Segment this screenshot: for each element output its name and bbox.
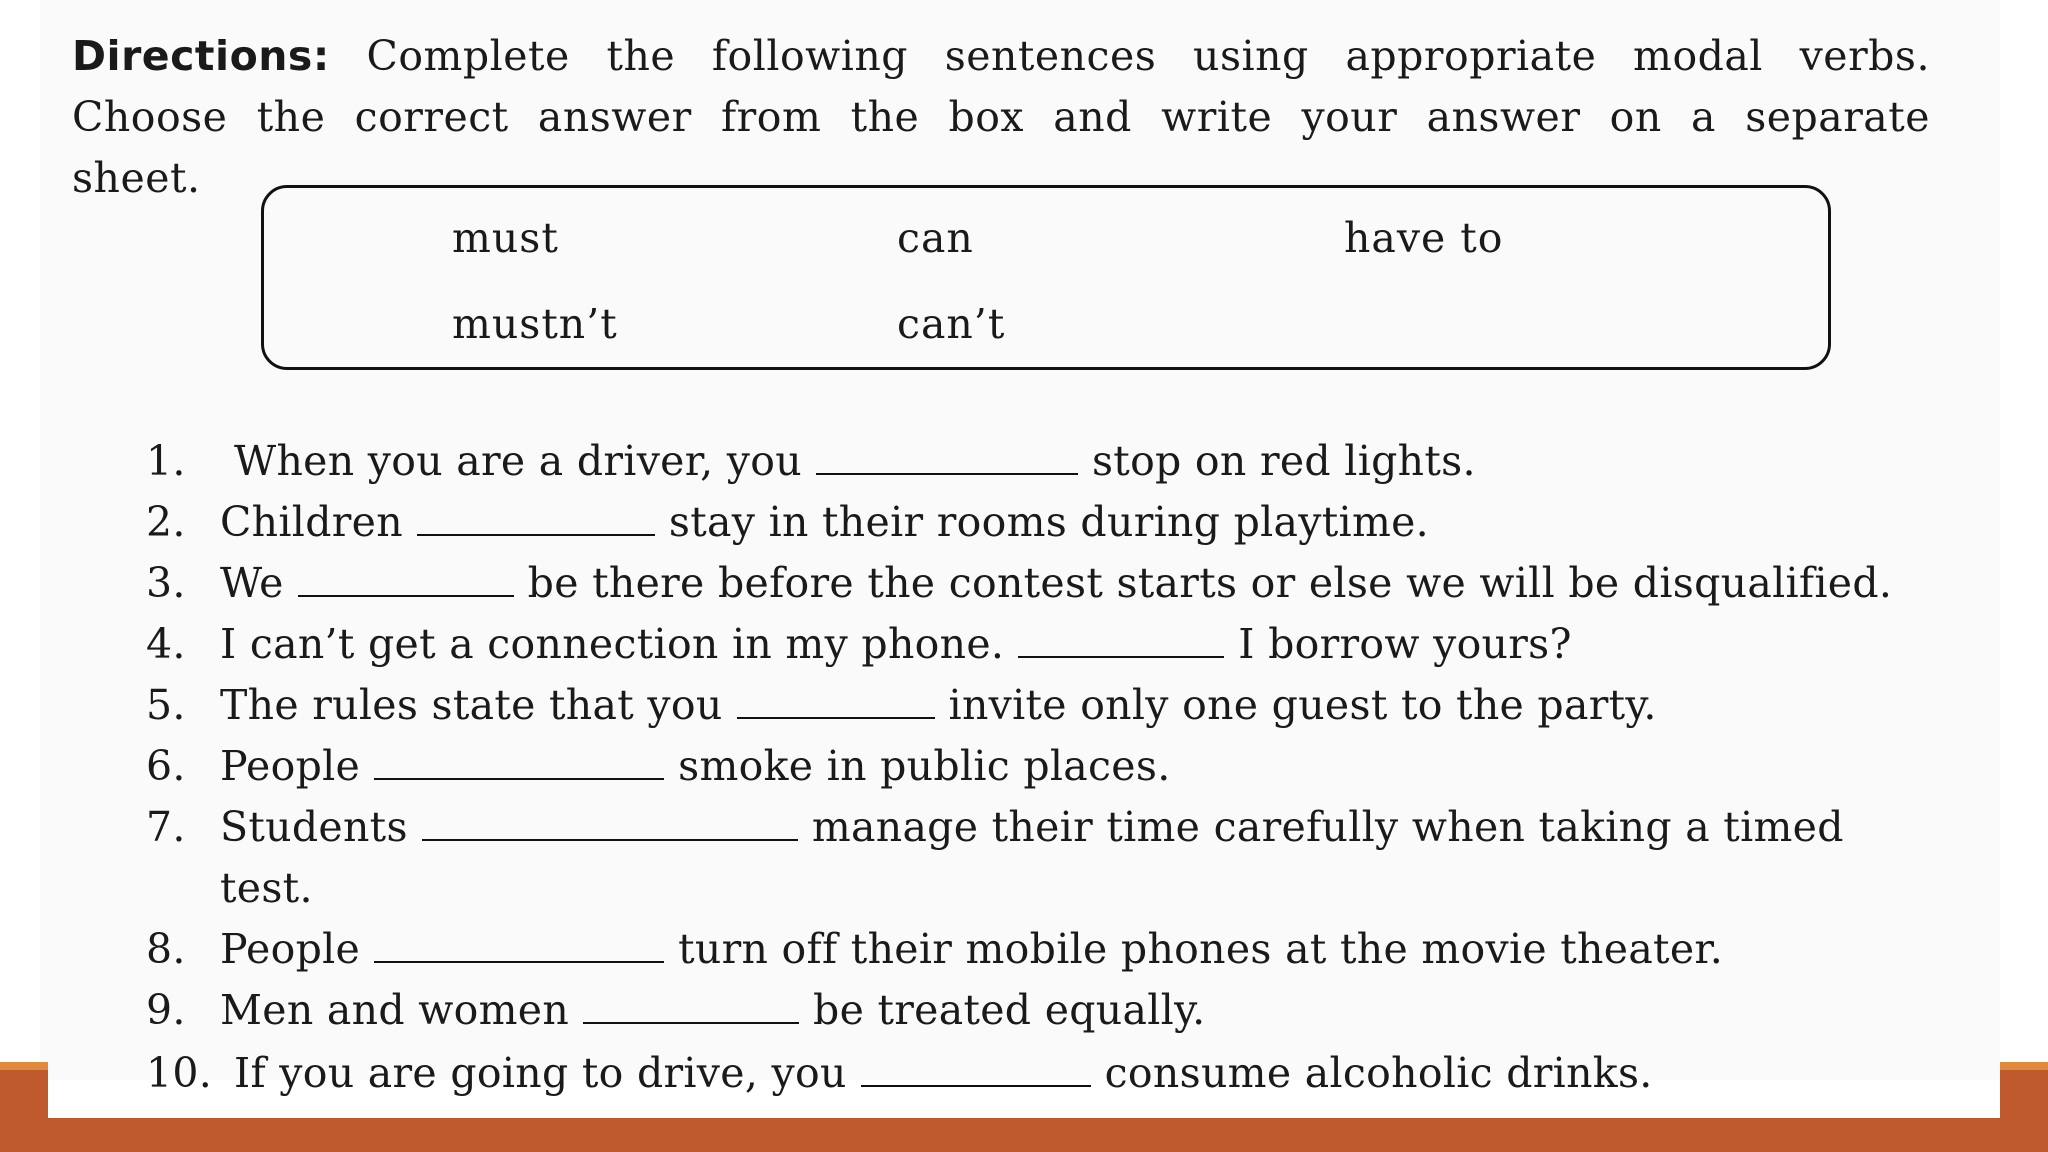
item-text-continuation: test. [220, 864, 313, 912]
item-text-before: Men and women [220, 986, 570, 1034]
item-text-after: be there before the contest starts or else we will be disqualified. [527, 559, 1893, 607]
answer-blank[interactable] [422, 805, 798, 841]
answer-blank[interactable] [417, 500, 655, 536]
item-text-after: smoke in public places. [678, 742, 1171, 790]
answer-blank[interactable] [583, 988, 799, 1024]
answer-blank[interactable] [861, 1051, 1091, 1087]
item-text-after: consume alcoholic drinks. [1104, 1049, 1653, 1097]
item-text-after: stop on red lights. [1091, 437, 1476, 485]
word-option: mustn’t [452, 300, 618, 348]
right-corner-accent [2000, 1062, 2048, 1118]
item-number: 10. [146, 1049, 213, 1097]
item-number: 6. [146, 742, 186, 790]
word-option: must [452, 214, 559, 262]
answer-blank[interactable] [737, 683, 935, 719]
item-text-after: turn off their mobile phones at the movie theater. [678, 925, 1724, 973]
item-text-before: Students [220, 803, 408, 851]
word-option: can’t [897, 300, 1006, 348]
item-text-before: People [220, 925, 361, 973]
item-number: 3. [146, 559, 186, 607]
item-text-after: manage their time carefully when taking a timed [811, 803, 1844, 851]
item-text-before: We [220, 559, 284, 607]
answer-blank[interactable] [374, 927, 664, 963]
item-number: 9. [146, 986, 186, 1034]
item-number: 1. [146, 437, 186, 485]
directions-label: Directions: [72, 32, 330, 80]
list-item-continuation [220, 864, 313, 912]
directions-text: Complete the following sentences using appropriate modal verbs. Choose the correct answer from the box and write your answer on a separate sheet. [72, 32, 1930, 202]
item-text-before: Children [220, 498, 403, 546]
left-corner-accent [0, 1062, 48, 1118]
item-number: 7. [146, 803, 186, 851]
item-number: 5. [146, 681, 186, 729]
word-option: can [897, 214, 974, 262]
answer-blank[interactable] [1018, 622, 1224, 658]
bottom-accent-bar [0, 1118, 2048, 1152]
item-text-after: stay in their rooms during playtime. [668, 498, 1430, 546]
item-text-after: I borrow yours? [1238, 620, 1572, 668]
item-text-after: invite only one guest to the party. [948, 681, 1657, 729]
item-text-before: I can’t get a connection in my phone. [220, 620, 1005, 668]
item-text-before: When you are a driver, you [234, 437, 802, 485]
item-text-after: be treated equally. [813, 986, 1206, 1034]
item-number: 2. [146, 498, 186, 546]
item-text-before: People [220, 742, 361, 790]
item-number: 8. [146, 925, 186, 973]
word-option: have to [1344, 214, 1504, 262]
item-text-before: The rules state that you [220, 681, 723, 729]
item-text-before: If you are going to drive, you [234, 1049, 847, 1097]
answer-blank[interactable] [298, 561, 514, 597]
answer-blank[interactable] [816, 439, 1078, 475]
answer-blank[interactable] [374, 744, 664, 780]
item-number: 4. [146, 620, 186, 668]
